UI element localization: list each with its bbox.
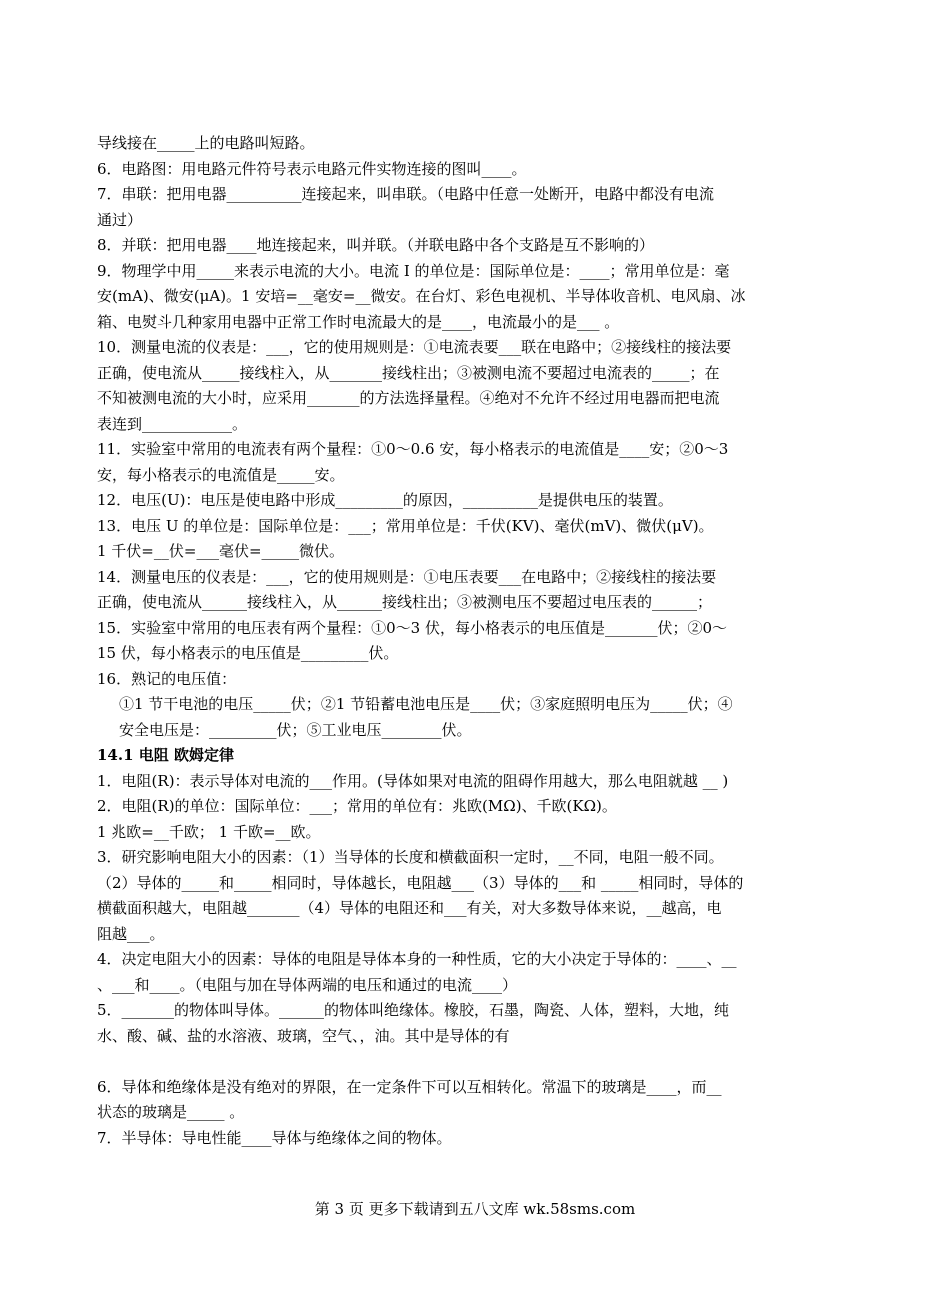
section-heading: 14.1 电阻 欧姆定律 [97,746,234,764]
text-line: 水、酸、碱、盐的水溶液、玻璃，空气、，油。其中是导体的有 [97,1026,510,1045]
text-line: 通过） [97,210,143,229]
text-line: 安，每小格表示的电流值是_____安。 [97,465,345,484]
text-line: 正确，使电流从______接线柱入，从______接线柱出；③被测电压不要超过电压表的______； [97,593,713,611]
text-line: 正确，使电流从_____接线柱入，从_______接线柱出；③被测电流不要超过电流表的_____；在 [97,363,720,382]
text-line: 1 兆欧=__千欧； 1 千欧=__欧。 [97,822,321,841]
text-line: 导线接在_____上的电路叫短路。 [97,134,315,152]
blank-line [97,1049,845,1075]
text-line: 1．电阻(R)：表示导体对电流的___作用。(导体如果对电流的阻碍作用越大，那么电阻就越 __ ) [97,771,729,790]
text-line: 16．熟记的电压值： [97,669,237,688]
text-line: 安全电压是：_________伏；⑤工业电压________伏。 [119,720,472,739]
text-line: 7．半导体：导电性能____导体与绝缘体之间的物体。 [97,1128,452,1147]
text-line: 12．电压(U)：电压是使电路中形成_________的原因，__________是提供电压的装置。 [97,491,673,509]
text-line: 、___和____。（电阻与加在导体两端的电压和通过的电流____） [97,975,518,994]
text-line: 安(mA)、微安(μA)。1 安培=__毫安=__微安。在台灯、彩色电视机、半导体收音机、电风扇、冰 [97,287,746,305]
text-line: 2．电阻(R)的单位：国际单位：___；常用的单位有：兆欧(MΩ)、千欧(KΩ)。 [97,797,617,815]
page-content [97,131,845,1151]
text-line: 3．研究影响电阻大小的因素：（1）当导体的长度和横截面积一定时，__不同，电阻一般不同。 [97,848,724,866]
text-line: 7．串联：把用电器__________连接起来，叫串联。（电路中任意一处断开，电路中都没有电流 [97,185,715,203]
text-line: 阻越___。 [97,924,165,943]
text-line: 表连到____________。 [97,414,248,433]
text-line: 1 千伏=__伏=___毫伏=_____微伏。 [97,542,345,560]
text-line: ①1 节干电池的电压_____伏；②1 节铅蓄电池电压是____伏；③家庭照明电压为_____伏；④ [119,695,733,713]
text-line: （2）导体的_____和_____相同时，导体越长，电阻越___（3）导体的___和 _____相同时，导体的 [97,873,744,892]
text-line: 6．导体和绝缘体是没有绝对的界限，在一定条件下可以互相转化。常温下的玻璃是____，而__ [97,1077,722,1096]
text-line: 9．物理学中用_____来表示电流的大小。电流 I 的单位是：国际单位是：____；常用单位是：毫 [97,261,730,280]
text-line: 6．电路图：用电路元件符号表示电路元件实物连接的图叫____。 [97,159,527,178]
page-footer: 第 3 页 更多下载请到五八文库 wk.58sms.com [314,1200,636,1218]
text-line: 13．电压 U 的单位是：国际单位是：___；常用单位是：千伏(KV)、毫伏(mV)、微伏(μV)。 [97,516,714,535]
text-line: 15 伏，每小格表示的电压值是_________伏。 [97,644,399,662]
text-line: 箱、电熨斗几种家用电器中正常工作时电流最大的是____，电流最小的是___ 。 [97,312,620,331]
text-line: 8．并联：把用电器____地连接起来，叫并联。（并联电路中各个支路是互不影响的） [97,236,655,254]
text-line: 10．测量电流的仪表是：___，它的使用规则是：①电流表要___联在电路中；②接线柱的接法要 [97,338,732,356]
text-line: 不知被测电流的大小时，应采用_______的方法选择量程。④绝对不允许不经过用电器而把电流 [97,389,720,407]
text-line: 14．测量电压的仪表是：___，它的使用规则是：①电压表要___在电路中；②接线柱的接法要 [97,567,717,586]
text-line: 横截面积越大，电阻越_______（4）导体的电阻还和___有关，对大多数导体来说，__越高，电 [97,899,722,917]
text-line: 4．决定电阻大小的因素：导体的电阻是导体本身的一种性质，它的大小决定于导体的：____、__ [97,950,737,968]
text-line: 5．_______的物体叫导体。______的物体叫绝缘体。橡胶，石墨，陶瓷、人体，塑料，大地，纯 [97,1001,730,1019]
text-line: 11．实验室中常用的电流表有两个量程：①0～0.6 安，每小格表示的电流值是____安；②0～3 [97,440,729,458]
text-line: 状态的玻璃是_____ 。 [97,1103,245,1121]
text-line: 15．实验室中常用的电压表有两个量程：①0～3 伏，每小格表示的电压值是_______伏；②0～ [97,618,727,637]
